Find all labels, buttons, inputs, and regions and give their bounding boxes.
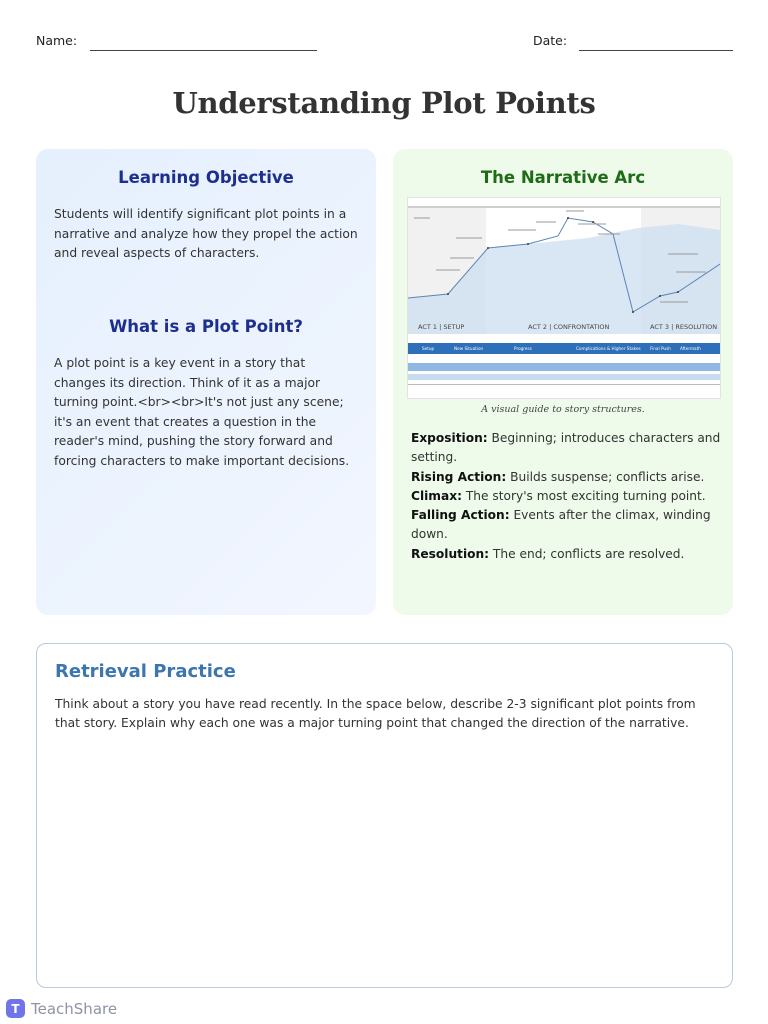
definition-exposition: Exposition: Beginning; introduces characters and setting.: [411, 431, 721, 465]
definitions-list: [411, 429, 721, 564]
stage-complications: Complications & Higher Stakes: [576, 346, 641, 351]
learning-card: [36, 149, 376, 615]
brand-logo: [6, 999, 117, 1018]
narrative-arc-diagram: [408, 198, 720, 398]
stage-new-situation: New Situation: [454, 346, 484, 351]
plot-point-heading: What is a Plot Point?: [109, 317, 303, 336]
bottom-ruler: [408, 384, 720, 385]
definition-climax: Climax: The story's most exciting turning point.: [411, 488, 706, 503]
light-band: [408, 374, 720, 380]
stage-progress: Progress: [514, 346, 532, 351]
act3-label: ACT 3 | RESOLUTION: [650, 323, 718, 331]
page-title: Understanding Plot Points: [172, 86, 596, 120]
definition-falling-action: Falling Action: Events after the climax, winding down.: [411, 508, 711, 542]
learning-objective-text: Students will identify significant plot points in a narrative and analyze how they propel the action and reveal aspects of characters.: [54, 207, 358, 260]
definition-resolution: Resolution: The end; conflicts are resolved.: [411, 546, 685, 561]
retrieval-practice-heading: Retrieval Practice: [55, 661, 236, 682]
retrieval-practice-text: Think about a story you have read recently. In the space below, describe 2-3 significant plot points from that story. Explain why each one was a major turning point that changed the direction of the narrative.: [55, 697, 696, 730]
plot-point-text: A plot point is a key event in a story that changes its direction. Think of it as a major turning point.<br><br>It's not just any scene; it's an event that creates a question in the reader's mind, pushing the story forward and forcing characters to make important decisions.: [54, 356, 350, 468]
figure-caption: A visual guide to story structures.: [481, 404, 645, 415]
conflict-band: [408, 363, 720, 371]
top-ruler: [408, 206, 720, 208]
brand-name: TeachShare: [31, 999, 118, 1018]
narrative-arc-heading: The Narrative Arc: [480, 168, 646, 187]
definition-rising-action: Rising Action: Builds suspense; conflicts arise.: [411, 469, 705, 484]
teachshare-icon: T: [6, 999, 25, 1018]
learning-objective-heading: Learning Objective: [118, 168, 294, 187]
retrieval-practice-box[interactable]: [36, 643, 733, 988]
date-label: Date:: [533, 33, 568, 48]
stage-aftermath: Aftermath: [680, 346, 701, 351]
narrative-arc-figure: [407, 197, 721, 399]
narrative-arc-card: [393, 149, 733, 615]
act2-label: ACT 2 | CONFRONTATION: [528, 323, 610, 331]
act1-label: ACT 1 | SETUP: [418, 323, 465, 331]
date-line[interactable]: [579, 50, 733, 51]
name-label: Name:: [36, 33, 78, 48]
stage-final-push: Final Push: [650, 346, 671, 351]
name-line[interactable]: [90, 50, 317, 51]
stage-setup: Setup: [422, 346, 435, 351]
